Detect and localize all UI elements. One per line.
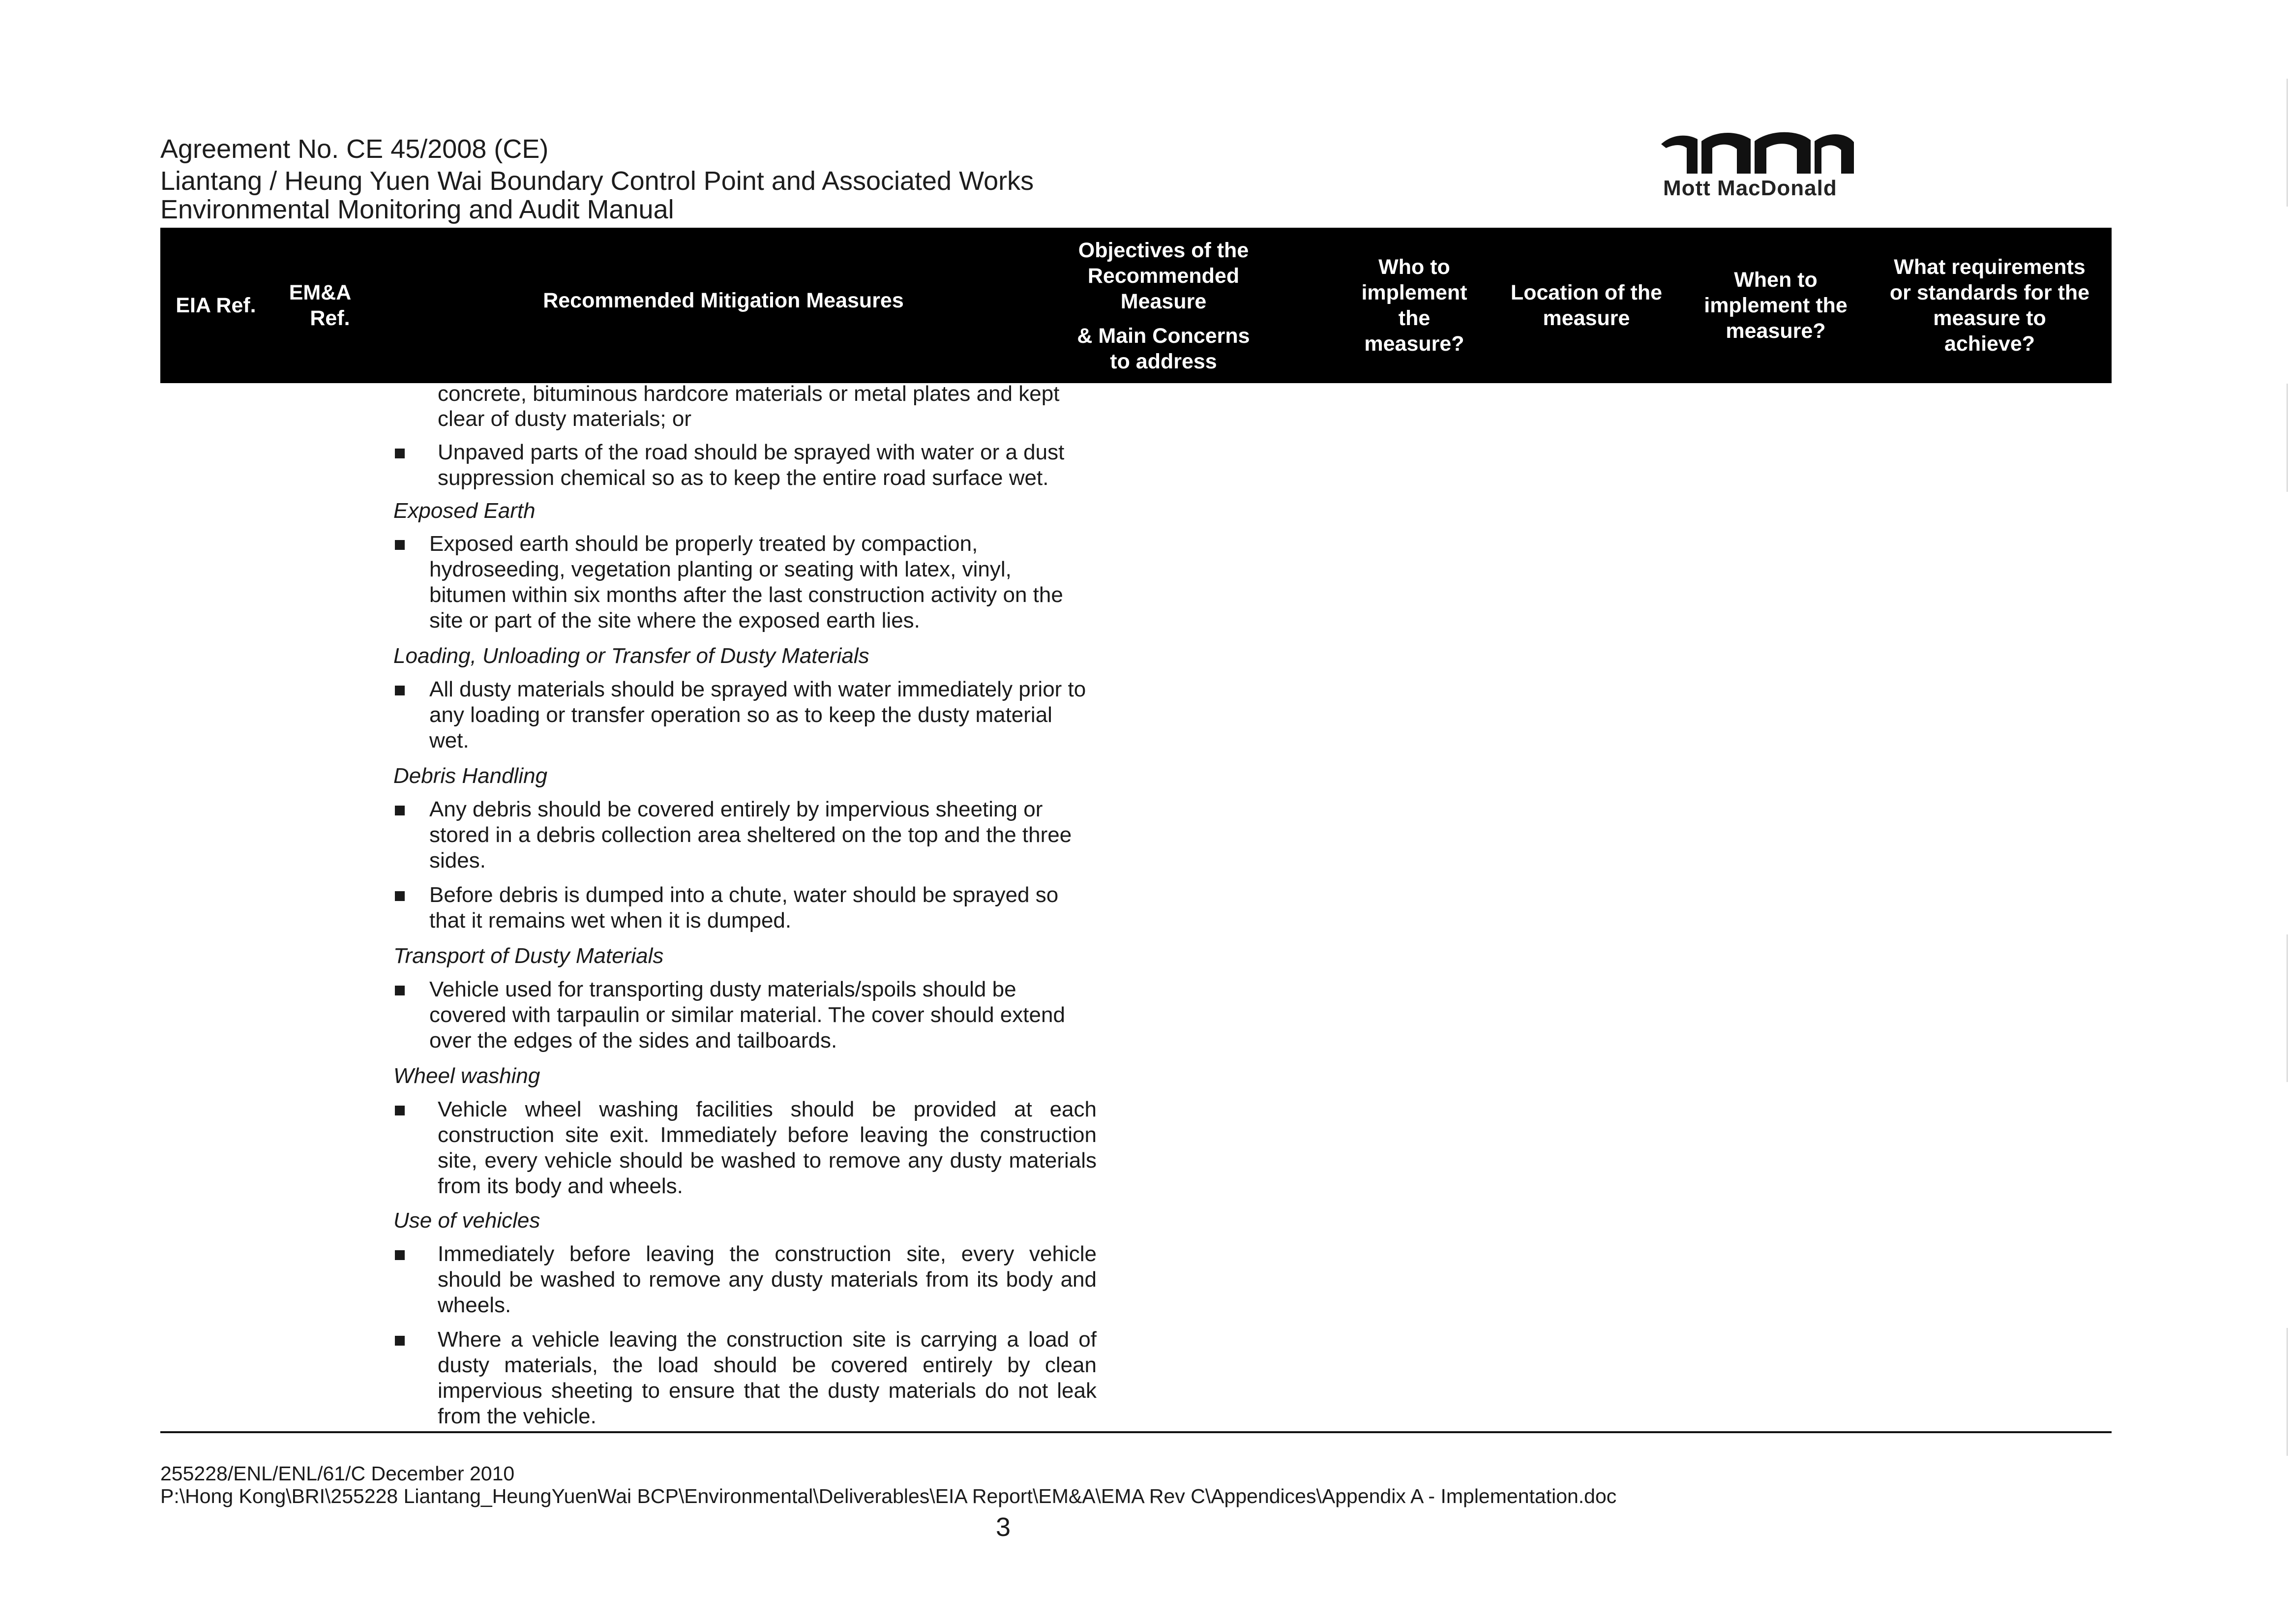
bullet-icon — [395, 449, 405, 458]
col-mitigation-measures: Recommended Mitigation Measures — [543, 289, 904, 312]
scan-edge-mark — [2287, 384, 2288, 492]
footer-divider — [160, 1431, 2112, 1433]
bullet-icon — [395, 806, 405, 815]
project-title: Liantang / Heung Yuen Wai Boundary Control Point and Associated Works — [160, 166, 1034, 196]
use-of-vehicles-heading: Use of vehicles — [393, 1208, 540, 1233]
exposed-earth-item: Exposed earth should be properly treated by compaction, hydroseeding, vegetation planting or seating with latex, vinyl, bitumen within six months after the last construction activity on the site or part of the site where the exposed earth lies. — [429, 532, 1063, 632]
unpaved-road-item: Unpaved parts of the road should be sprayed with water or a dust suppression chemical so as to keep the entire road surface wet. — [438, 440, 1065, 490]
file-path: P:\Hong Kong\BRI\255228 Liantang_HeungYuenWai BCP\Environmental\Deliverables\EIA Report\EM&A\EMA Rev C\Appendices\Appendix A - Implementation.doc — [160, 1485, 1617, 1507]
bullet-icon — [395, 540, 405, 550]
exposed-earth-heading: Exposed Earth — [393, 499, 536, 523]
debris-item-1: Any debris should be covered entirely by impervious sheeting or stored in a debris collection area sheltered on the top and the three sides. — [429, 797, 1072, 872]
scan-edge-mark — [2287, 934, 2288, 1082]
scan-edge-mark — [2287, 1328, 2288, 1456]
wheel-washing-item: Vehicle wheel washing facilities should be provided at each construction site exit. Immediately before leaving the construction site, every vehicle should be washed to remove any dusty materials from its body and wheels. — [438, 1097, 1097, 1198]
debris-heading: Debris Handling — [393, 764, 548, 788]
table-header — [160, 228, 2112, 383]
logo-wordmark: Mott MacDonald — [1663, 176, 1837, 200]
bullet-icon — [395, 1250, 405, 1260]
col-requirements: What requirements or standards for the measure to achieve? — [1889, 255, 2090, 356]
transport-item: Vehicle used for transporting dusty materials/spoils should be covered with tarpaulin or similar material. The cover should extend over the edges of the sides and tailboards. — [429, 977, 1065, 1053]
scan-edge-mark — [2287, 79, 2288, 207]
bullet-icon — [395, 891, 405, 901]
vehicles-item-1: Immediately before leaving the construction site, every vehicle should be washed to remove any dusty materials from its body and wheels. — [438, 1242, 1097, 1317]
wheel-washing-heading: Wheel washing — [393, 1064, 540, 1088]
continued-text-line-2: clear of dusty materials; or — [438, 407, 691, 431]
continued-text-line-1: concrete, bituminous hardcore materials or metal plates and kept — [438, 382, 1060, 406]
col-ema-ref: EM&A Ref. — [289, 281, 352, 330]
vehicles-item-2: Where a vehicle leaving the construction site is carrying a load of dusty materials, the load should be covered entirely by clean impervious sheeting to ensure that the dusty materials do not leak from the vehicle. — [438, 1327, 1097, 1428]
col-who-to-implement: Who to implement the measure? — [1361, 255, 1467, 356]
loading-item: All dusty materials should be sprayed with water immediately prior to any loading or transfer operation so as to keep the dusty material wet. — [429, 677, 1086, 752]
loading-heading: Loading, Unloading or Transfer of Dusty Materials — [393, 644, 869, 668]
bullet-icon — [395, 1336, 405, 1346]
transport-heading: Transport of Dusty Materials — [393, 944, 664, 968]
bullet-icon — [395, 686, 405, 695]
col-when-to-implement: When to implement the measure? — [1704, 268, 1848, 343]
document-reference: 255228/ENL/ENL/61/C December 2010 — [160, 1462, 515, 1485]
debris-item-2: Before debris is dumped into a chute, water should be sprayed so that it remains wet when it is dumped. — [429, 883, 1059, 932]
page-number: 3 — [996, 1512, 1011, 1542]
document-title: Environmental Monitoring and Audit Manual — [160, 195, 674, 224]
col-location: Location of the measure — [1510, 281, 1663, 330]
bullet-icon — [395, 986, 405, 995]
agreement-number: Agreement No. CE 45/2008 (CE) — [160, 134, 549, 164]
col-eia-ref: EIA Ref. — [176, 294, 256, 317]
col-objectives: Objectives of the Recommended Measure & Main Concerns to address — [1077, 239, 1250, 373]
bullet-icon — [395, 1106, 405, 1115]
